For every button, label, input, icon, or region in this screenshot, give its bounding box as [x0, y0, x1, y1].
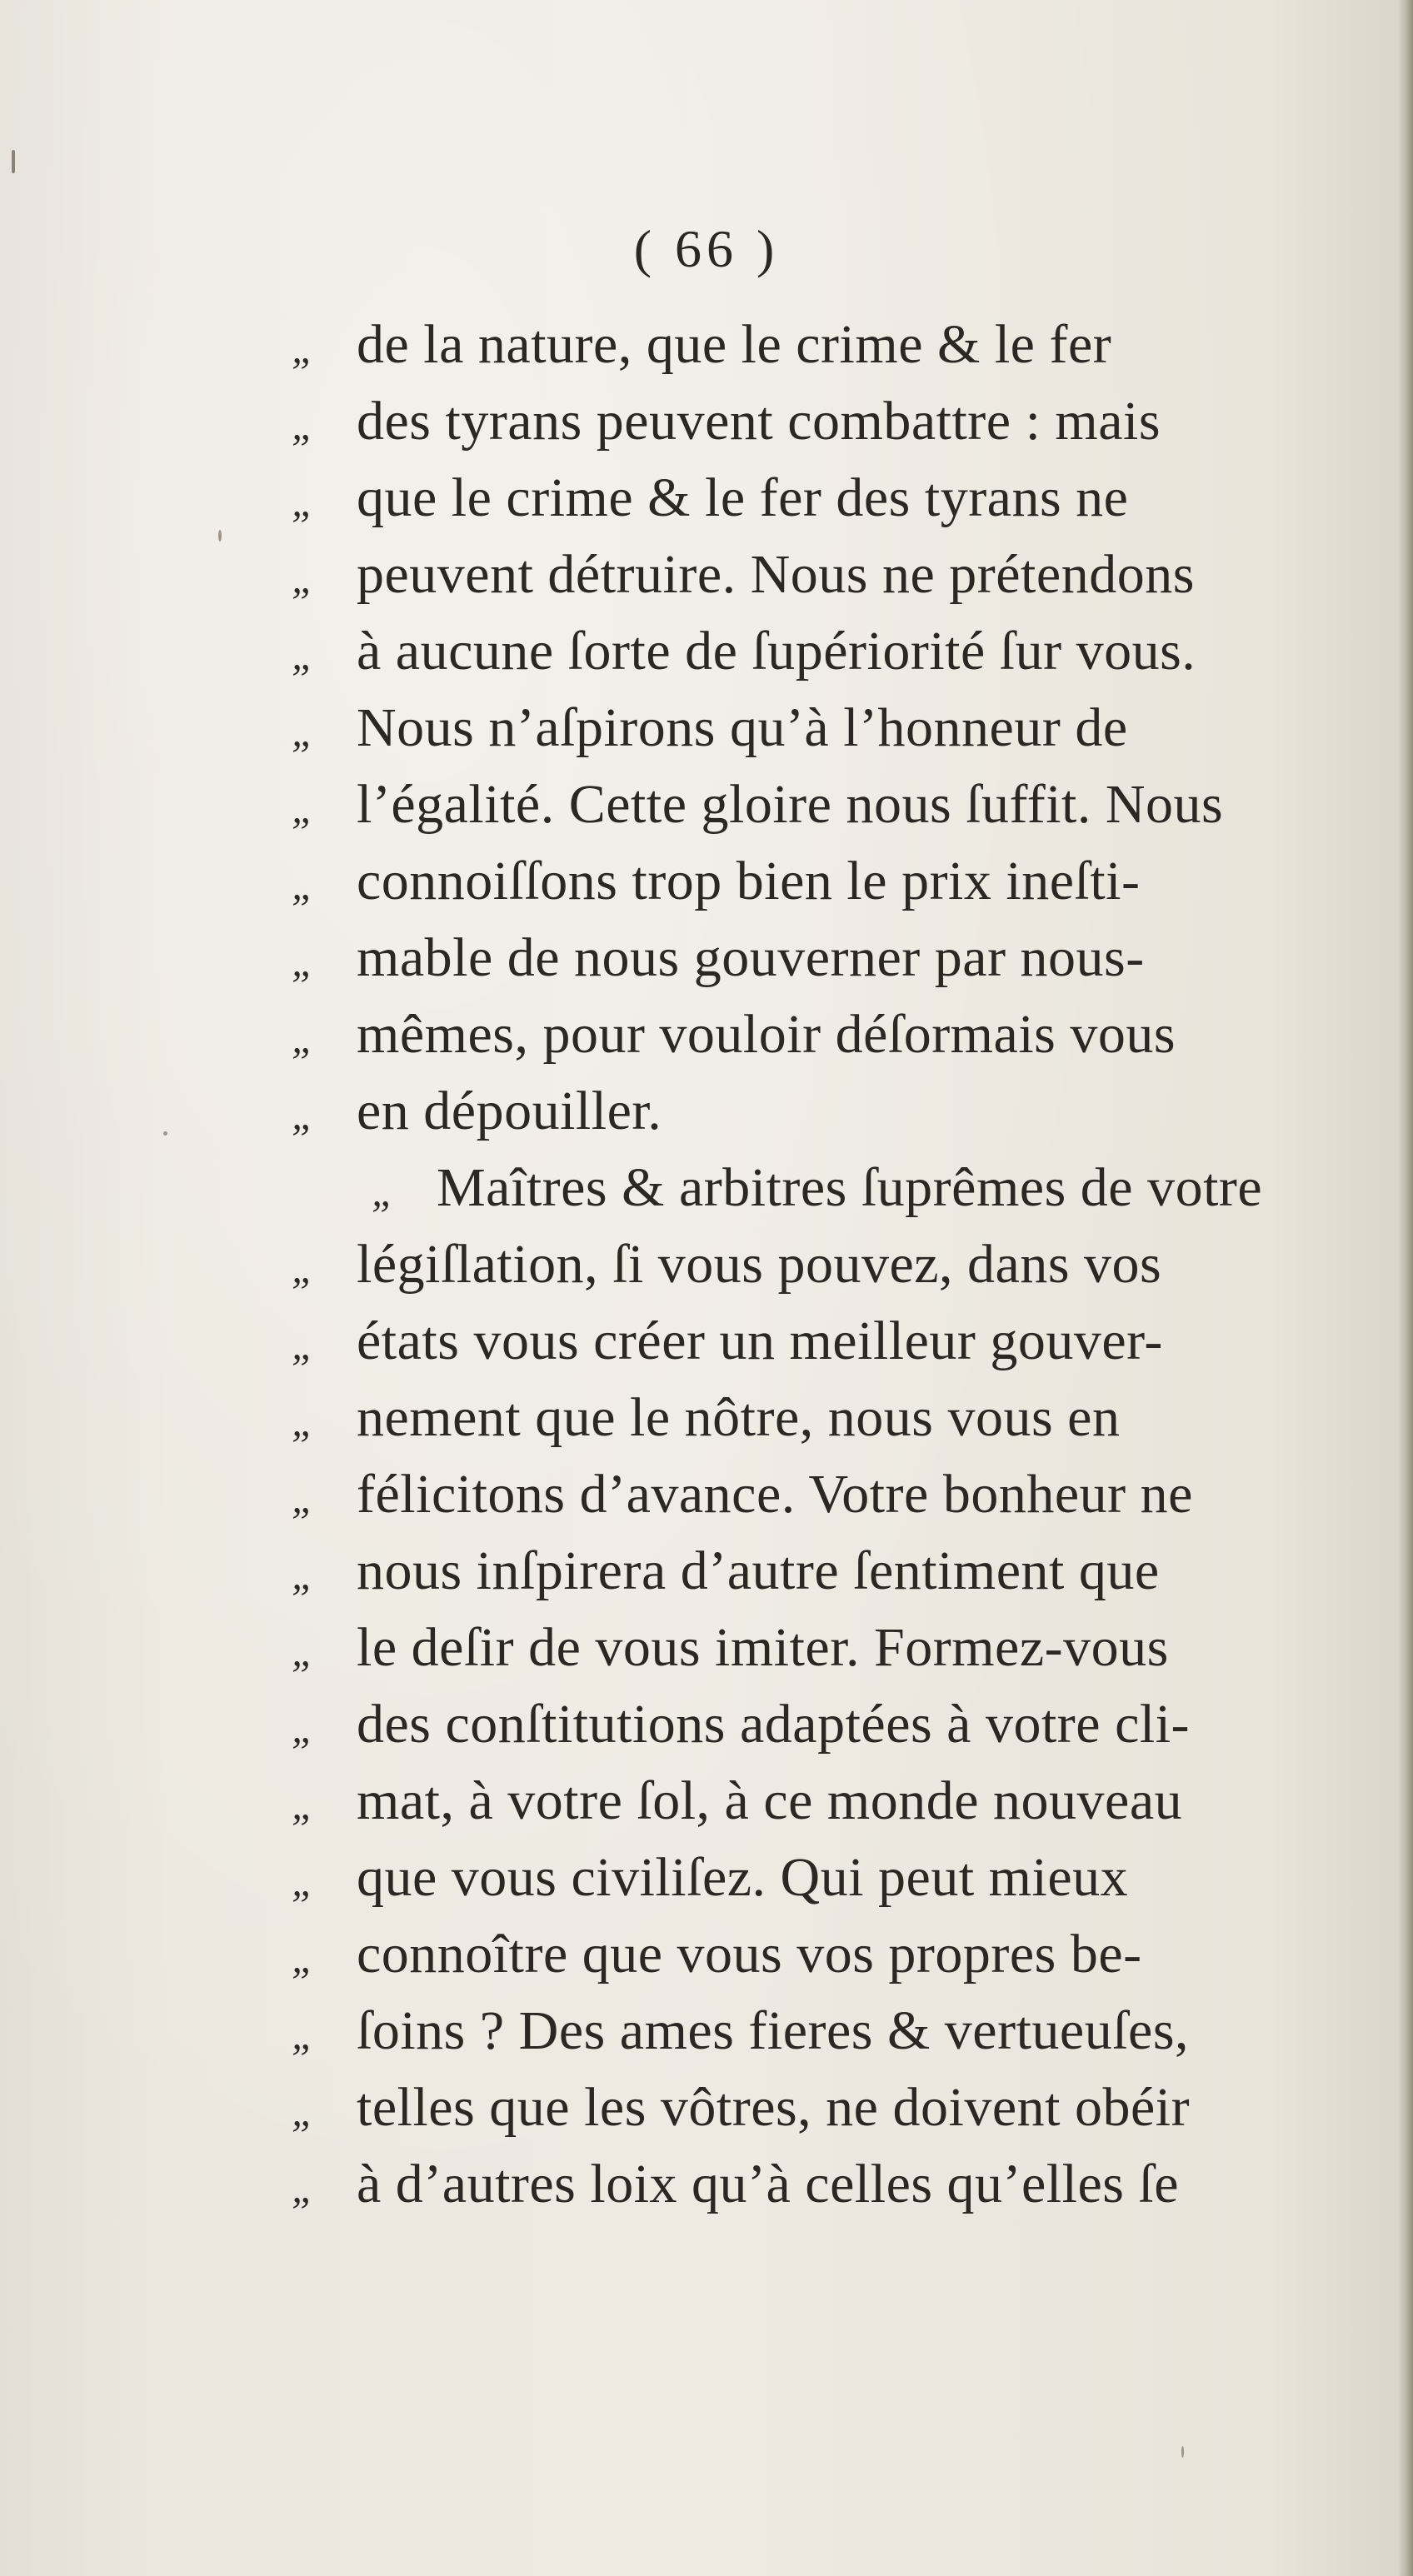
line-text: de la nature, que le crime & le fer — [357, 314, 1112, 375]
text-line — [292, 1303, 1366, 1380]
quote-mark: „ — [292, 2088, 315, 2134]
line-text: connoiſſons trop bien le prix ineſti- — [357, 851, 1141, 911]
line-text: à aucune ſorte de ſupériorité ſur vous. — [357, 621, 1196, 681]
page-number: ( 66 ) — [633, 219, 780, 278]
line-text: en dépouiller. — [357, 1081, 662, 1141]
text-line — [292, 613, 1366, 690]
text-line — [292, 1226, 1366, 1303]
quote-mark: „ — [292, 402, 315, 448]
text-line — [292, 2069, 1366, 2146]
quote-mark: „ — [292, 1781, 315, 1828]
line-text: nous inſpirera d’autre ſentiment que — [357, 1540, 1160, 1601]
paper-speck — [12, 150, 15, 173]
quote-mark: „ — [292, 1934, 315, 1981]
text-line — [292, 383, 1366, 460]
quote-mark: „ — [292, 632, 315, 678]
text-line — [292, 2146, 1366, 2223]
text-line — [292, 1533, 1366, 1610]
text-line — [292, 843, 1366, 920]
text-line — [292, 307, 1366, 383]
text-line — [292, 1073, 1366, 1150]
quote-mark: „ — [292, 1245, 315, 1291]
quote-mark: „ — [292, 861, 315, 908]
paper-speck — [218, 530, 222, 542]
paper-speck — [163, 1131, 167, 1136]
text-line — [292, 1916, 1366, 1993]
line-text: l’égalité. Cette gloire nous ſuffit. Nous — [357, 774, 1224, 835]
binding-edge — [1398, 0, 1413, 2576]
line-text: mat, à votre ſol, à ce monde nouveau — [357, 1770, 1183, 1831]
line-text: mable de nous gouverner par nous- — [357, 927, 1145, 988]
line-text: nement que le nôtre, nous vous en — [357, 1387, 1121, 1448]
line-text: peuvent détruire. Nous ne prétendons — [357, 544, 1195, 605]
text-line — [292, 766, 1366, 843]
line-text: connoître que vous vos propres be- — [357, 1924, 1142, 1984]
quote-mark: „ — [292, 478, 315, 525]
text-line — [292, 537, 1366, 613]
quote-mark: „ — [292, 1628, 315, 1675]
quote-mark: „ — [292, 1551, 315, 1598]
quote-mark: „ — [292, 1475, 315, 1521]
text-line — [292, 996, 1366, 1073]
quote-mark: „ — [292, 1321, 315, 1368]
line-text: que le crime & le fer des tyrans ne — [357, 467, 1129, 528]
text-line — [292, 1763, 1366, 1840]
text-line — [292, 460, 1366, 537]
text-line — [292, 1993, 1366, 2069]
line-text: mêmes, pour vouloir déſormais vous — [357, 1004, 1176, 1065]
line-text: états vous créer un meilleur gouver- — [357, 1310, 1163, 1371]
quote-mark: „ — [292, 1015, 315, 1061]
line-text: des conſtitutions adaptées à votre cli- — [357, 1694, 1191, 1755]
line-text: le deſir de vous imiter. Formez-vous — [357, 1617, 1169, 1678]
text-line — [292, 1610, 1366, 1686]
quote-mark: „ — [292, 555, 315, 602]
line-text: ſoins ? Des ames fieres & vertueuſes, — [357, 2000, 1190, 2061]
quote-mark: „ — [292, 1858, 315, 1905]
text-line — [292, 920, 1366, 996]
quote-mark: „ — [292, 1091, 315, 1138]
text-line — [292, 1380, 1366, 1456]
line-text: à d’autres loix qu’à celles qu’elles ſe — [357, 2154, 1180, 2214]
line-text: félicitons d’avance. Votre bonheur ne — [357, 1464, 1193, 1525]
quote-mark: „ — [292, 2011, 315, 2058]
quote-mark: „ — [292, 1705, 315, 1751]
quote-mark: „ — [292, 2164, 315, 2211]
quote-mark: „ — [372, 1168, 395, 1215]
text-line — [292, 1456, 1366, 1533]
quote-mark: „ — [292, 708, 315, 755]
text-line — [292, 690, 1366, 766]
line-text: légiſlation, ſi vous pouvez, dans vos — [357, 1234, 1162, 1295]
line-text: Nous n’aſpirons qu’à l’honneur de — [357, 697, 1128, 758]
line-text: des tyrans peuvent combattre : mais — [357, 391, 1161, 452]
line-text: que vous civiliſez. Qui peut mieux — [357, 1847, 1129, 1908]
quote-mark: „ — [292, 1398, 315, 1445]
paragraph-start-line — [292, 1150, 1366, 1226]
quote-mark: „ — [292, 938, 315, 985]
text-line — [292, 1840, 1366, 1916]
line-text: telles que les vôtres, ne doivent obéir — [357, 2077, 1191, 2138]
quote-mark: „ — [292, 785, 315, 831]
text-line — [292, 1686, 1366, 1763]
body-text — [292, 307, 1366, 2223]
paper-speck — [1181, 2446, 1184, 2458]
line-text: Maîtres & arbitres ſuprêmes de votre — [437, 1157, 1263, 1218]
quote-mark: „ — [292, 325, 315, 372]
